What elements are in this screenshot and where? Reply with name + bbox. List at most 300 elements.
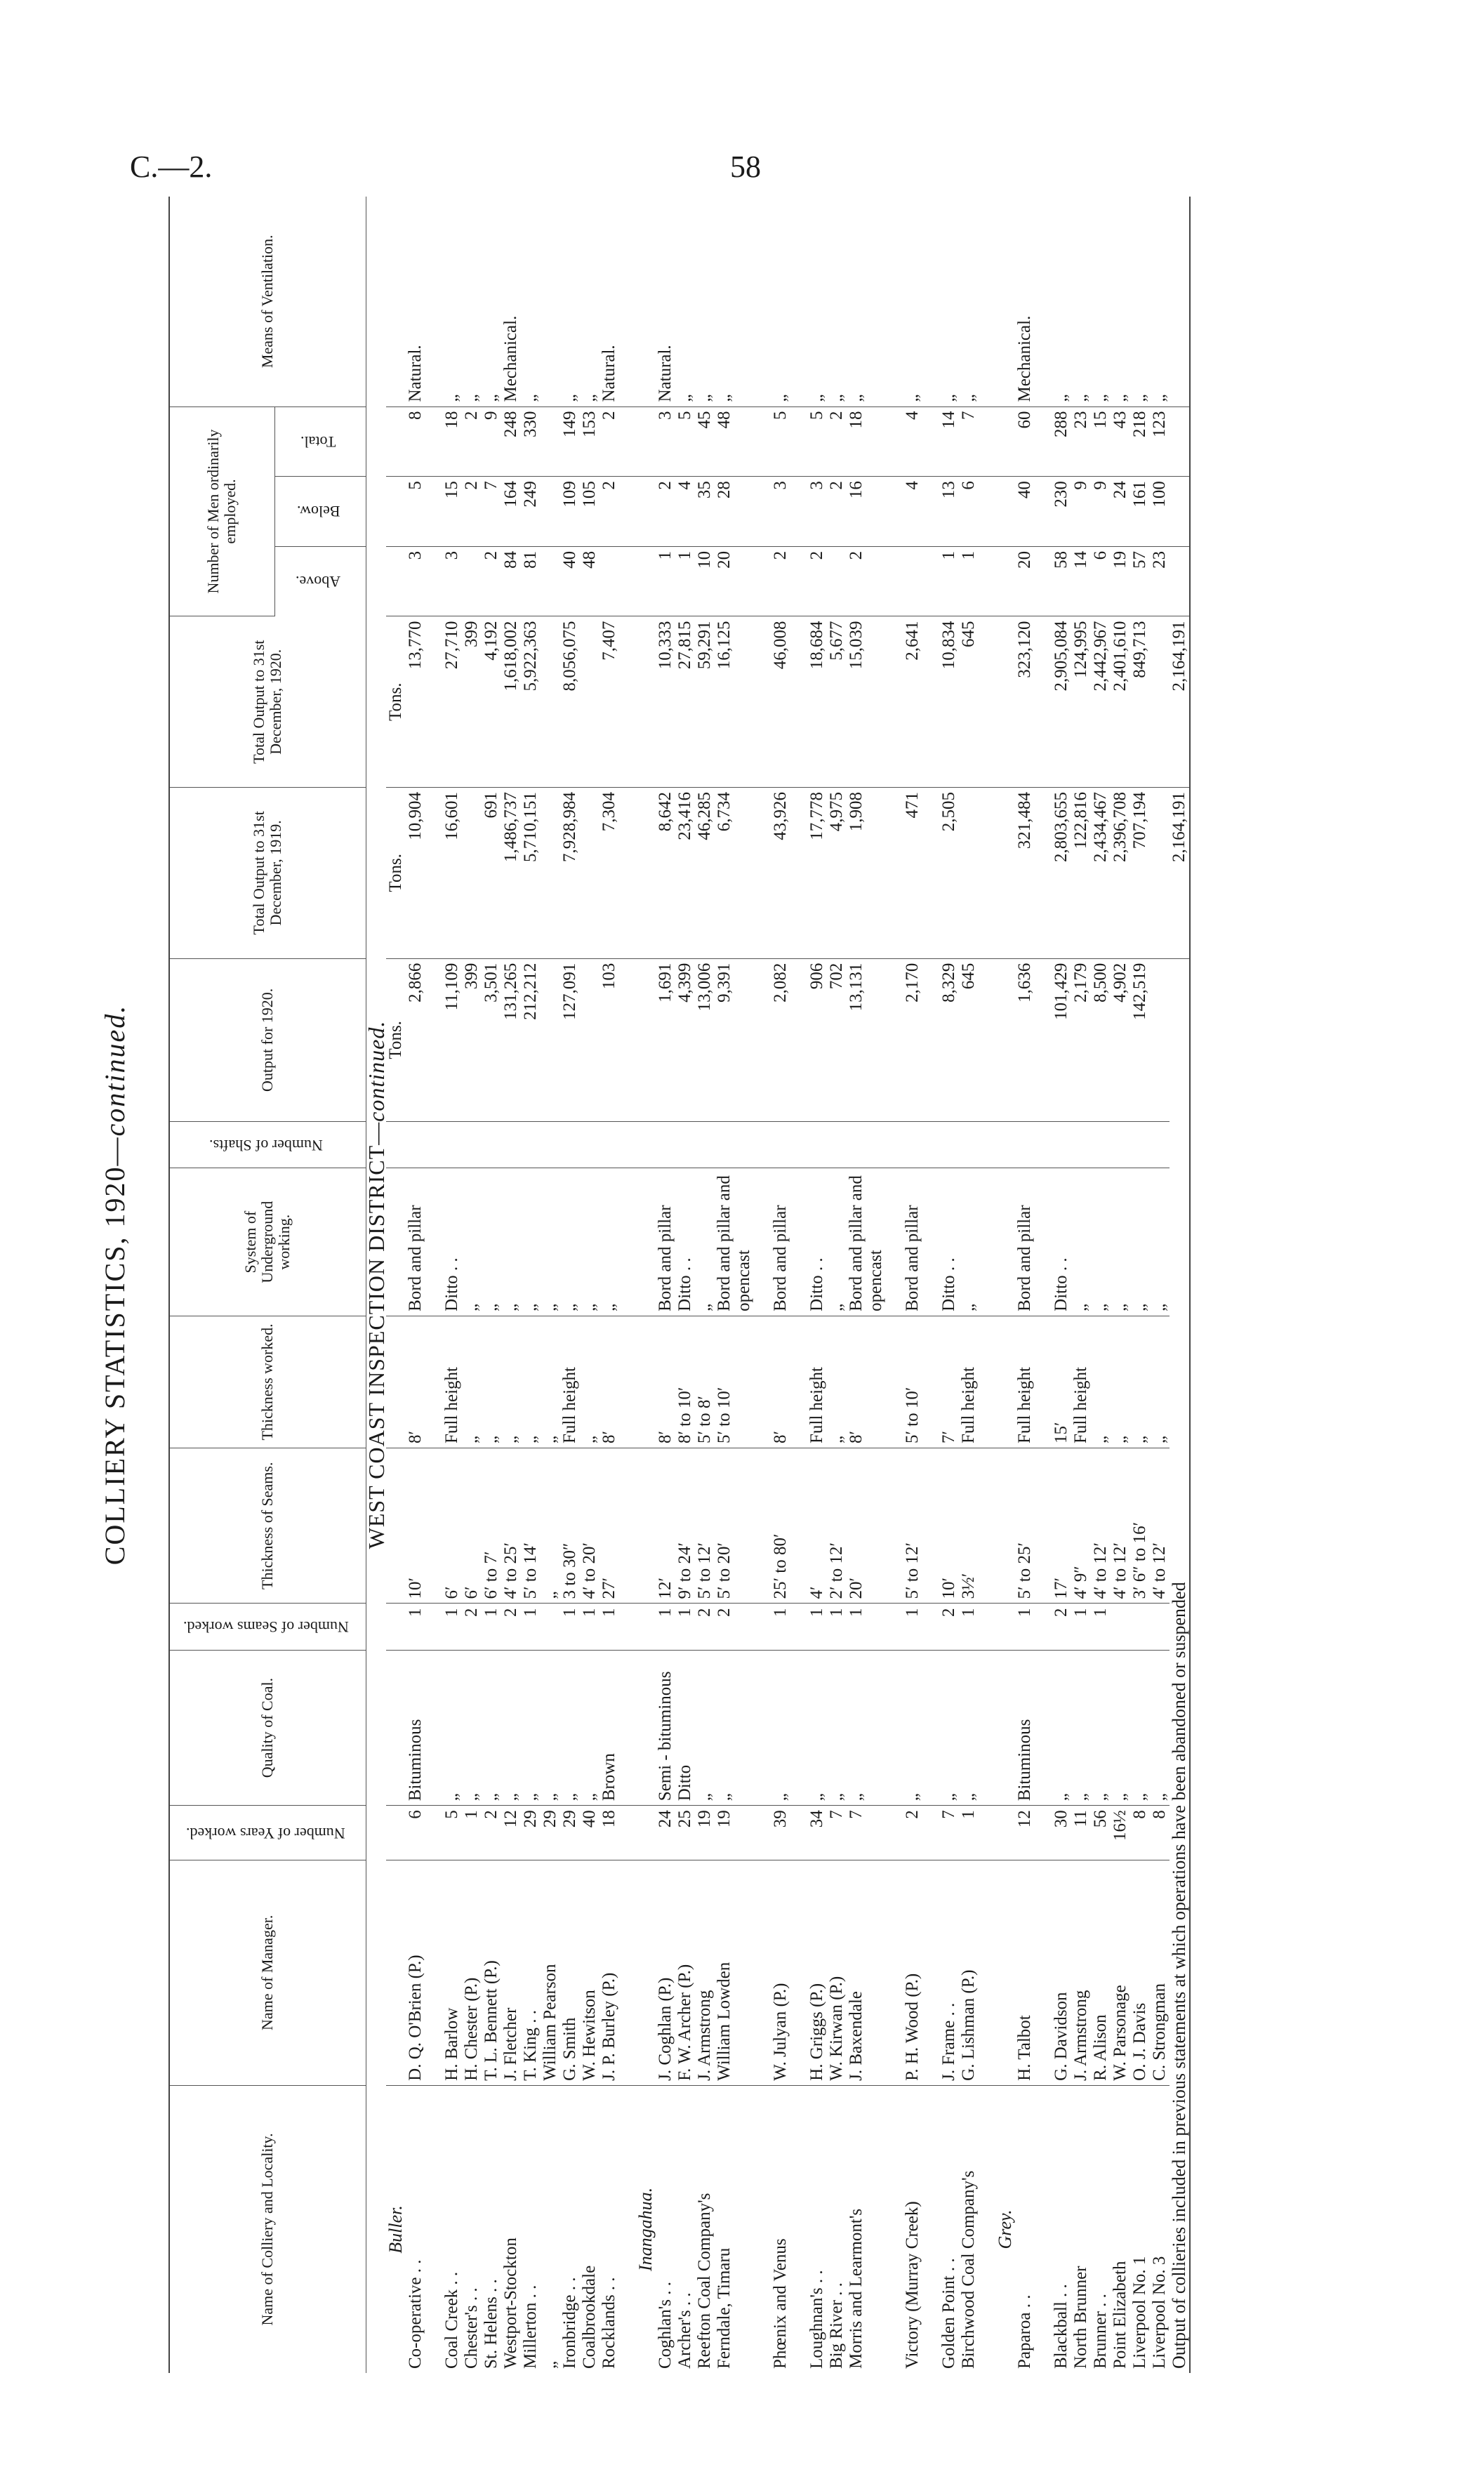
cell-total: 8 — [406, 406, 425, 477]
cell-years: 6 — [406, 1806, 425, 1860]
cell-system: Bord and pillar — [1015, 1168, 1035, 1316]
cell-tworked: Full height — [807, 1316, 827, 1448]
cell-name: Big River . . — [826, 2282, 846, 2369]
cell-t19: 707,194 — [1130, 788, 1150, 959]
cell-out: 1,636 — [1015, 958, 1035, 1121]
cell-seams — [1150, 1604, 1170, 1650]
table-row — [675, 197, 695, 2373]
cell-name: Millerton . . — [520, 2285, 540, 2369]
cell-seams: 2 — [462, 1604, 482, 1650]
cell-tworked: 5′ to 10′ — [903, 1316, 922, 1448]
cell-system: „ — [1091, 1168, 1111, 1316]
cell-years: 7 — [847, 1806, 886, 1860]
cell-name: Phœnix and Venus — [770, 2238, 790, 2369]
cell-above: 19 — [1111, 546, 1130, 616]
cell-tworked: „ — [462, 1316, 482, 1448]
cell-total: 5 — [675, 406, 695, 477]
cell-manager: J. Frame . . — [939, 1860, 959, 2085]
cell-shafts — [715, 1122, 754, 1168]
cell-total: 3 — [656, 406, 675, 477]
cell-tworked: „ — [482, 1316, 501, 1448]
cell-above: 10 — [695, 546, 715, 616]
cell-vent: Mechanical. — [501, 197, 521, 406]
cell-out: 11,109 — [442, 958, 462, 1121]
cell-quality: „ — [1130, 1650, 1150, 1805]
cell-above: 14 — [1071, 546, 1091, 616]
table-title-continued: continued. — [99, 1004, 131, 1137]
cell-seams: 1 — [903, 1604, 922, 1650]
cell-manager: G. Smith — [560, 1860, 580, 2085]
cell-name: Coal Creek . . — [442, 2271, 461, 2369]
cell-below — [541, 477, 560, 547]
cell-below: 3 — [807, 477, 827, 547]
cell-total: 14 — [939, 406, 959, 477]
cell-vent: „ — [1130, 197, 1150, 406]
cell-tworked: 8′ to 10′ — [675, 1316, 695, 1448]
cell-seams: 1 — [807, 1604, 827, 1650]
section-grey: Grey. — [994, 2209, 1015, 2249]
table-row — [807, 197, 827, 2373]
cell-tworked: „ — [580, 1316, 599, 1448]
cell-shafts — [541, 1122, 560, 1168]
cell-t20: 4,192 — [482, 616, 501, 788]
cell-below: 6 — [959, 477, 979, 547]
cell-shafts — [560, 1122, 580, 1168]
cell-above: 1 — [675, 546, 695, 616]
cell-manager: F. W. Archer (P.) — [675, 1860, 695, 2085]
cell-out: 142,519 — [1130, 958, 1150, 1121]
cell-years: 12 — [1015, 1806, 1035, 1860]
cell-out: 2,179 — [1071, 958, 1091, 1121]
cell-name: Co-operative . . — [405, 2259, 425, 2369]
cell-tseams: 5′ to 25′ — [1015, 1448, 1035, 1604]
units-tons: Tons. — [386, 958, 406, 1121]
cell-out: 3,501 — [482, 958, 501, 1121]
cell-t19: 691 — [482, 788, 501, 959]
cell-shafts — [521, 1122, 541, 1168]
cell-manager: C. Strongman — [1150, 1860, 1170, 2085]
cell-quality: „ — [1150, 1650, 1170, 1805]
cell-quality: „ — [541, 1650, 560, 1805]
cell-seams: 2 — [1052, 1604, 1071, 1650]
cell-system: „ — [462, 1168, 482, 1316]
cell-system: „ — [1111, 1168, 1130, 1316]
cell-tseams: 10′ — [406, 1448, 425, 1604]
cell-tworked: Full height — [959, 1316, 979, 1448]
cell-shafts — [580, 1122, 599, 1168]
table-title — [98, 197, 131, 2373]
cell-vent: „ — [1111, 197, 1130, 406]
cell-manager: J. Fletcher — [501, 1860, 521, 2085]
cell-t19: 8,642 — [656, 788, 675, 959]
cell-shafts — [1015, 1122, 1035, 1168]
cell-tworked: Full height — [442, 1316, 462, 1448]
cell-name: Victory (Murray Creek) — [902, 2201, 922, 2369]
cell-vent: Natural. — [406, 197, 425, 406]
cell-t20: 18,684 — [807, 616, 827, 788]
cell-quality: „ — [442, 1650, 462, 1805]
cell-vent: „ — [521, 197, 541, 406]
cell-below: 9 — [1091, 477, 1111, 547]
cell-system: „ — [959, 1168, 979, 1316]
cell-name: Reefton Coal Company's — [694, 2193, 714, 2369]
cell-total: 149 — [560, 406, 580, 477]
cell-seams — [1111, 1604, 1130, 1650]
cell-out: 127,091 — [560, 958, 580, 1121]
cell-t19: 23,416 — [675, 788, 695, 959]
footnote-total-1919: 2,164,191 — [1170, 788, 1190, 959]
cell-above: 58 — [1052, 546, 1071, 616]
cell-quality: „ — [521, 1650, 541, 1805]
cell-total — [541, 406, 560, 477]
cell-manager: R. Alison — [1091, 1860, 1111, 2085]
cell-vent: „ — [580, 197, 599, 406]
cell-above — [827, 546, 847, 616]
cell-total: 60 — [1015, 406, 1035, 477]
cell-shafts — [482, 1122, 501, 1168]
cell-system: Bord and pillar — [656, 1168, 675, 1316]
cell-seams — [1130, 1604, 1150, 1650]
cell-tworked: Full height — [560, 1316, 580, 1448]
table-row — [827, 197, 847, 2373]
cell-years: 30 — [1052, 1806, 1071, 1860]
cell-out: 4,902 — [1111, 958, 1130, 1121]
cell-below: 161 — [1130, 477, 1150, 547]
cell-above — [903, 546, 922, 616]
cell-name: Ferndale, Timaru — [714, 2247, 734, 2369]
cell-years: 19 — [715, 1806, 754, 1860]
cell-shafts — [1111, 1122, 1130, 1168]
cell-system: „ — [482, 1168, 501, 1316]
table-row — [959, 197, 979, 2373]
cell-t19: 6,734 — [715, 788, 754, 959]
cell-t20 — [1150, 616, 1170, 788]
cell-below: 249 — [521, 477, 541, 547]
cell-below: 5 — [406, 477, 425, 547]
cell-vent: „ — [675, 197, 695, 406]
cell-seams: 1 — [959, 1604, 979, 1650]
cell-vent: „ — [715, 197, 754, 406]
cell-tseams: 20′ — [847, 1448, 886, 1604]
cell-shafts — [827, 1122, 847, 1168]
cell-manager: W. Parsonage — [1111, 1860, 1130, 2085]
footnote-total-1920: 2,164,191 — [1170, 616, 1190, 788]
cell-tseams: 4′ to 25′ — [501, 1448, 521, 1604]
cell-shafts — [807, 1122, 827, 1168]
cell-vent: „ — [695, 197, 715, 406]
cell-out — [1150, 958, 1170, 1121]
cell-t19: 5,710,151 — [521, 788, 541, 959]
cell-above: 3 — [406, 546, 425, 616]
cell-tseams: 5′ to 12′ — [903, 1448, 922, 1604]
cell-tworked: „ — [1091, 1316, 1111, 1448]
cell-tworked: „ — [827, 1316, 847, 1448]
cell-above: 57 — [1130, 546, 1150, 616]
header-total-1920: Total Output to 31st December, 1920. — [169, 616, 366, 788]
cell-out: 13,006 — [695, 958, 715, 1121]
cell-quality: Bituminous — [406, 1650, 425, 1805]
cell-system: Bord and pillar — [406, 1168, 425, 1316]
cell-name: Paparoa . . — [1014, 2294, 1034, 2369]
cell-manager: W. Julyan (P.) — [771, 1860, 790, 2085]
cell-t19: 17,778 — [807, 788, 827, 959]
cell-below: 230 — [1052, 477, 1071, 547]
cell-years: 25 — [675, 1806, 695, 1860]
cell-t20: 2,905,084 — [1052, 616, 1071, 788]
cell-t20: 16,125 — [715, 616, 754, 788]
cell-years: 2 — [482, 1806, 501, 1860]
cell-t19: 16,601 — [442, 788, 462, 959]
table-row — [695, 197, 715, 2373]
cell-below: 164 — [501, 477, 521, 547]
cell-quality: „ — [1111, 1650, 1130, 1805]
table-row — [541, 197, 560, 2373]
cell-quality: „ — [695, 1650, 715, 1805]
cell-out: 906 — [807, 958, 827, 1121]
cell-tworked: 15′ — [1052, 1316, 1071, 1448]
table-row — [580, 197, 599, 2373]
cell-out: 1,691 — [656, 958, 675, 1121]
cell-above: 2 — [482, 546, 501, 616]
cell-years: 8 — [1130, 1806, 1150, 1860]
cell-above: 40 — [560, 546, 580, 616]
cell-above: 3 — [442, 546, 462, 616]
cell-quality: „ — [501, 1650, 521, 1805]
cell-tseams: 4′ to 20′ — [580, 1448, 599, 1604]
header-system: System of Underground working. — [169, 1168, 366, 1316]
cell-tworked: 5′ to 10′ — [715, 1316, 754, 1448]
cell-vent: „ — [1052, 197, 1071, 406]
table-row — [1130, 197, 1150, 2373]
cell-below: 16 — [847, 477, 886, 547]
cell-out: 399 — [462, 958, 482, 1121]
cell-tseams: 4′ — [807, 1448, 827, 1604]
cell-t19: 1,908 — [847, 788, 886, 959]
cell-total: 18 — [442, 406, 462, 477]
cell-manager: H. Chester (P.) — [462, 1860, 482, 2085]
cell-vent: Mechanical. — [1015, 197, 1035, 406]
cell-total: 5 — [771, 406, 790, 477]
cell-quality: „ — [807, 1650, 827, 1805]
cell-quality: „ — [715, 1650, 754, 1805]
cell-tworked: 8′ — [656, 1316, 675, 1448]
cell-below: 2 — [827, 477, 847, 547]
cell-quality: „ — [462, 1650, 482, 1805]
cell-vent: „ — [1150, 197, 1170, 406]
cell-system: „ — [501, 1168, 521, 1316]
section-inangahua: Inangahua. — [635, 2187, 656, 2272]
cell-above: 84 — [501, 546, 521, 616]
cell-t20: 2,641 — [903, 616, 922, 788]
cell-out: 2,170 — [903, 958, 922, 1121]
cell-vent: „ — [1071, 197, 1091, 406]
cell-name: Liverpool No. 1 — [1129, 2256, 1149, 2369]
units-tons: Tons. — [386, 616, 406, 788]
cell-above: 2 — [807, 546, 827, 616]
cell-below: 35 — [695, 477, 715, 547]
cell-total: 248 — [501, 406, 521, 477]
header-total-1919: Total Output to 31st December, 1919. — [169, 788, 366, 959]
header-shafts: Number of Shafts. — [169, 1122, 366, 1168]
cell-out: 13,131 — [847, 958, 886, 1121]
cell-vent: Natural. — [656, 197, 675, 406]
cell-t19: 471 — [903, 788, 922, 959]
cell-quality: „ — [847, 1650, 886, 1805]
table-row — [501, 197, 521, 2373]
cell-seams: 1 — [560, 1604, 580, 1650]
cell-years: 34 — [807, 1806, 827, 1860]
cell-total: 23 — [1071, 406, 1091, 477]
cell-years: 7 — [827, 1806, 847, 1860]
cell-seams: 1 — [406, 1604, 425, 1650]
cell-above: 1 — [939, 546, 959, 616]
cell-t19 — [580, 788, 599, 959]
cell-out: 9,391 — [715, 958, 754, 1121]
cell-above — [462, 546, 482, 616]
cell-quality: „ — [1071, 1650, 1091, 1805]
cell-seams: 1 — [599, 1604, 619, 1650]
cell-total: 2 — [827, 406, 847, 477]
cell-name: Ironbridge . . — [559, 2277, 579, 2369]
cell-t20: 10,333 — [656, 616, 675, 788]
cell-quality: „ — [580, 1650, 599, 1805]
cell-below: 13 — [939, 477, 959, 547]
cell-t19: 2,396,708 — [1111, 788, 1130, 959]
cell-name: Loughnan's . . — [807, 2270, 826, 2369]
cell-vent: „ — [807, 197, 827, 406]
cell-vent: „ — [482, 197, 501, 406]
cell-tworked: 5′ to 8′ — [695, 1316, 715, 1448]
cell-tseams: 25′ to 80′ — [771, 1448, 790, 1604]
rotated-table-area — [98, 197, 1320, 2373]
cell-seams: 1 — [847, 1604, 886, 1650]
cell-years: 24 — [656, 1806, 675, 1860]
cell-system: „ — [1130, 1168, 1150, 1316]
table-row — [1091, 197, 1111, 2373]
cell-system: Ditto . . — [675, 1168, 695, 1316]
cell-above: 81 — [521, 546, 541, 616]
cell-out: 101,429 — [1052, 958, 1071, 1121]
cell-tworked: „ — [1130, 1316, 1150, 1448]
cell-shafts — [939, 1122, 959, 1168]
cell-below: 7 — [482, 477, 501, 547]
cell-total: 2 — [462, 406, 482, 477]
header-below: Below. — [274, 477, 366, 547]
cell-t20: 27,710 — [442, 616, 462, 788]
cell-tseams: 12′ — [656, 1448, 675, 1604]
cell-shafts — [656, 1122, 675, 1168]
cell-manager: G. Davidson — [1052, 1860, 1071, 2085]
cell-shafts — [959, 1122, 979, 1168]
table-row — [599, 197, 619, 2373]
cell-manager: G. Lishman (P.) — [959, 1860, 979, 2085]
header-manager: Name of Manager. — [169, 1860, 366, 2085]
cell-t19: 2,505 — [939, 788, 959, 959]
cell-shafts — [1150, 1122, 1170, 1168]
cell-tworked: 8′ — [406, 1316, 425, 1448]
header-seams-worked: Number of Seams worked. — [169, 1604, 366, 1650]
cell-shafts — [1130, 1122, 1150, 1168]
table-row — [1150, 197, 1170, 2373]
table-row — [442, 197, 462, 2373]
cell-name: Birchwood Coal Company's — [958, 2170, 978, 2369]
cell-t20: 399 — [462, 616, 482, 788]
cell-vent: „ — [560, 197, 580, 406]
cell-name: North Brunner — [1071, 2266, 1090, 2369]
cell-t20: 2,442,967 — [1091, 616, 1111, 788]
cell-shafts — [1071, 1122, 1091, 1168]
cell-system: Bord and pillar — [771, 1168, 790, 1316]
cell-out: 131,265 — [501, 958, 521, 1121]
cell-shafts — [442, 1122, 462, 1168]
cell-t20: 7,407 — [599, 616, 619, 788]
cell-system: Ditto . . — [1052, 1168, 1071, 1316]
cell-system: Ditto . . — [442, 1168, 462, 1316]
cell-manager: J. Coghlan (P.) — [656, 1860, 675, 2085]
cell-tseams: 6′ to 7′ — [482, 1448, 501, 1604]
table-body — [363, 197, 1190, 2373]
cell-t20: 46,008 — [771, 616, 790, 788]
table-row — [939, 197, 959, 2373]
cell-vent: „ — [771, 197, 790, 406]
cell-shafts — [675, 1122, 695, 1168]
cell-years: 29 — [560, 1806, 580, 1860]
cell-years: 1 — [462, 1806, 482, 1860]
table-row — [847, 197, 886, 2373]
cell-manager: H. Talbot — [1015, 1860, 1035, 2085]
cell-system: „ — [695, 1168, 715, 1316]
cell-total: 5 — [807, 406, 827, 477]
cell-tseams: 3½′ — [959, 1448, 979, 1604]
cell-quality: Ditto — [675, 1650, 695, 1805]
cell-out: 2,866 — [406, 958, 425, 1121]
cell-tworked: „ — [521, 1316, 541, 1448]
header-output-1920: Output for 1920. — [169, 958, 366, 1121]
cell-t20: 59,291 — [695, 616, 715, 788]
cell-name: Blackball . . — [1051, 2284, 1071, 2369]
header-thickness-worked: Thickness worked. — [169, 1316, 366, 1448]
cell-below: 105 — [580, 477, 599, 547]
cell-tseams: 3′ 6″ to 16′ — [1130, 1448, 1150, 1604]
cell-years: 7 — [939, 1806, 959, 1860]
table-row — [1111, 197, 1130, 2373]
cell-system: „ — [560, 1168, 580, 1316]
cell-system: „ — [599, 1168, 619, 1316]
cell-vent: „ — [903, 197, 922, 406]
cell-system: „ — [1150, 1168, 1170, 1316]
cell-tseams: 6′ — [462, 1448, 482, 1604]
cell-above: 20 — [1015, 546, 1035, 616]
cell-quality: „ — [939, 1650, 959, 1805]
cell-shafts — [1052, 1122, 1071, 1168]
cell-out: 2,082 — [771, 958, 790, 1121]
cell-t20: 10,834 — [939, 616, 959, 788]
cell-seams: 2 — [695, 1604, 715, 1650]
table-row — [1052, 197, 1071, 2373]
header-ventilation: Means of Ventilation. — [169, 197, 366, 406]
cell-total: 288 — [1052, 406, 1071, 477]
cell-below: 3 — [771, 477, 790, 547]
cell-years: 29 — [541, 1806, 560, 1860]
cell-shafts — [406, 1122, 425, 1168]
cell-t20: 645 — [959, 616, 979, 788]
cell-above — [599, 546, 619, 616]
cell-t20: 27,815 — [675, 616, 695, 788]
cell-t20: 124,995 — [1071, 616, 1091, 788]
cell-out: 8,500 — [1091, 958, 1111, 1121]
cell-manager: P. H. Wood (P.) — [903, 1860, 922, 2085]
cell-name: Brunner . . — [1090, 2294, 1110, 2369]
